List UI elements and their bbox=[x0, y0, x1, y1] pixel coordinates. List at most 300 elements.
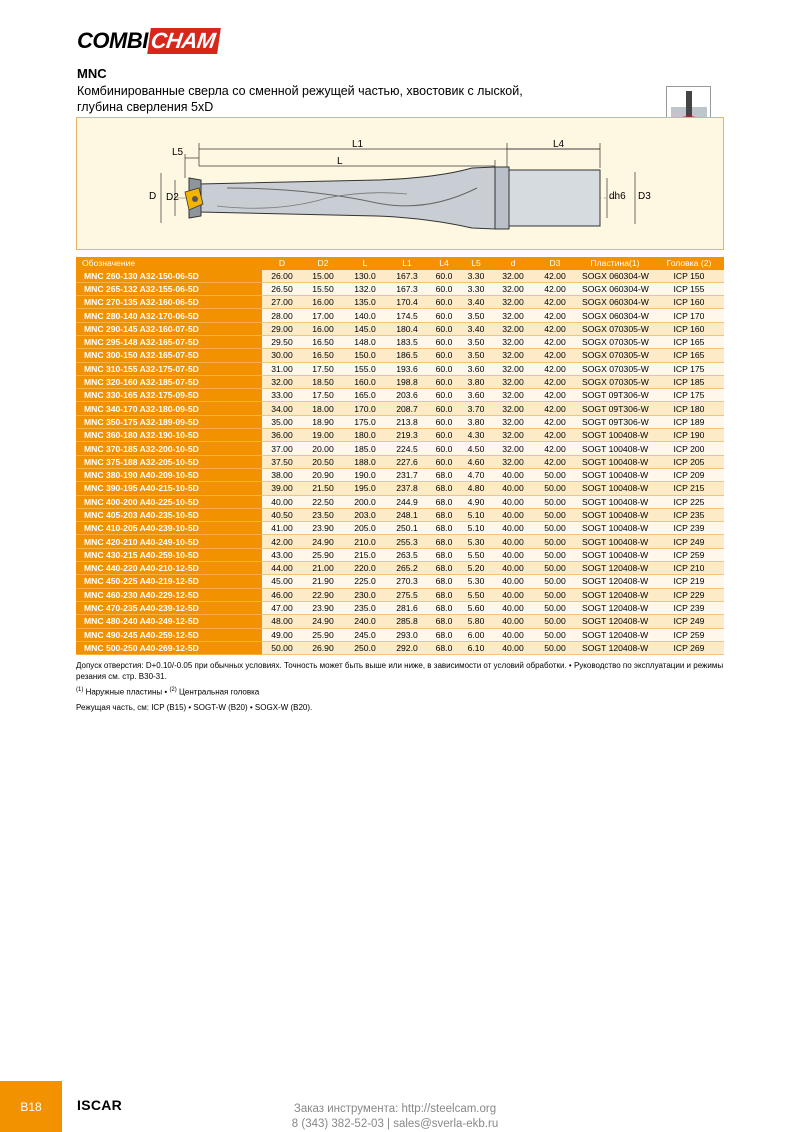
table-cell: 210.0 bbox=[344, 535, 386, 548]
table-cell: SOGT 120408-W bbox=[576, 628, 654, 641]
table-row bbox=[76, 615, 724, 628]
table-cell: 60.0 bbox=[428, 282, 460, 295]
designation-cell: MNC 350-175 A32-189-09-5D bbox=[76, 415, 262, 428]
table-cell: 132.0 bbox=[344, 282, 386, 295]
table-cell: 68.0 bbox=[428, 615, 460, 628]
table-cell: 24.90 bbox=[302, 535, 344, 548]
table-cell: 32.00 bbox=[492, 375, 534, 388]
table-cell: 5.50 bbox=[460, 548, 492, 561]
designation-cell: MNC 440-220 A40-210-12-5D bbox=[76, 562, 262, 575]
dim-d3: D3 bbox=[638, 191, 651, 202]
table-cell: 32.00 bbox=[492, 349, 534, 362]
table-row bbox=[76, 495, 724, 508]
table-cell: SOGT 120408-W bbox=[576, 588, 654, 601]
table-cell: ICP 170 bbox=[654, 309, 724, 322]
designation-cell: MNC 390-195 A40-215-10-5D bbox=[76, 482, 262, 495]
table-row bbox=[76, 455, 724, 468]
footnote-2-mark: (2) bbox=[169, 687, 177, 693]
table-cell: 42.00 bbox=[534, 349, 576, 362]
table-cell: 36.00 bbox=[262, 429, 302, 442]
table-cell: 40.00 bbox=[492, 615, 534, 628]
table-cell: 4.70 bbox=[460, 468, 492, 481]
table-cell: 42.00 bbox=[534, 389, 576, 402]
footnote-1-mark: (1) bbox=[76, 687, 84, 693]
designation-cell: MNC 330-165 A32-175-09-5D bbox=[76, 389, 262, 402]
table-cell: 165.0 bbox=[344, 389, 386, 402]
table-cell: 37.50 bbox=[262, 455, 302, 468]
table-cell: 42.00 bbox=[534, 455, 576, 468]
table-cell: 186.5 bbox=[386, 349, 428, 362]
table-cell: 220.0 bbox=[344, 562, 386, 575]
table-cell: ICP 229 bbox=[654, 588, 724, 601]
table-cell: 167.3 bbox=[386, 282, 428, 295]
table-cell: 130.0 bbox=[344, 269, 386, 282]
table-row bbox=[76, 562, 724, 575]
table-cell: 34.00 bbox=[262, 402, 302, 415]
table-cell: 60.0 bbox=[428, 349, 460, 362]
col-header: Головка (2) bbox=[654, 257, 724, 269]
table-cell: 155.0 bbox=[344, 362, 386, 375]
table-cell: SOGT 100408-W bbox=[576, 468, 654, 481]
table-cell: 22.50 bbox=[302, 495, 344, 508]
table-cell: 250.0 bbox=[344, 641, 386, 654]
table-cell: ICP 175 bbox=[654, 389, 724, 402]
table-cell: 148.0 bbox=[344, 335, 386, 348]
table-cell: SOGT 100408-W bbox=[576, 429, 654, 442]
table-cell: ICP 225 bbox=[654, 495, 724, 508]
table-cell: 68.0 bbox=[428, 641, 460, 654]
table-cell: SOGT 100408-W bbox=[576, 482, 654, 495]
table-cell: 3.30 bbox=[460, 282, 492, 295]
table-cell: 5.20 bbox=[460, 562, 492, 575]
table-cell: 60.0 bbox=[428, 269, 460, 282]
table-cell: SOGX 070305-W bbox=[576, 322, 654, 335]
table-cell: 18.00 bbox=[302, 402, 344, 415]
table-cell: 68.0 bbox=[428, 495, 460, 508]
spec-header-row bbox=[76, 257, 724, 269]
table-cell: 60.0 bbox=[428, 309, 460, 322]
table-cell: 50.00 bbox=[534, 535, 576, 548]
table-cell: 60.0 bbox=[428, 335, 460, 348]
table-cell: SOGT 120408-W bbox=[576, 615, 654, 628]
table-row bbox=[76, 296, 724, 309]
table-cell: ICP 165 bbox=[654, 335, 724, 348]
page-title: MNC bbox=[77, 66, 107, 81]
table-cell: 3.70 bbox=[460, 402, 492, 415]
table-cell: 5.60 bbox=[460, 601, 492, 614]
table-row bbox=[76, 468, 724, 481]
designation-cell: MNC 340-170 A32-180-09-5D bbox=[76, 402, 262, 415]
dim-d: D bbox=[149, 191, 157, 202]
table-cell: 180.4 bbox=[386, 322, 428, 335]
table-cell: SOGX 070305-W bbox=[576, 375, 654, 388]
table-cell: 48.00 bbox=[262, 615, 302, 628]
table-cell: 5.10 bbox=[460, 508, 492, 521]
table-cell: SOGT 100408-W bbox=[576, 522, 654, 535]
table-cell: 40.00 bbox=[492, 522, 534, 535]
table-cell: SOGX 060304-W bbox=[576, 296, 654, 309]
table-cell: 50.00 bbox=[534, 522, 576, 535]
table-cell: 15.00 bbox=[302, 269, 344, 282]
table-cell: 42.00 bbox=[534, 415, 576, 428]
spec-table bbox=[76, 257, 724, 655]
footnote-2-text: Центральная головка bbox=[176, 687, 260, 697]
table-cell: 135.0 bbox=[344, 296, 386, 309]
table-cell: 42.00 bbox=[534, 429, 576, 442]
designation-cell: MNC 490-245 A40-259-12-5D bbox=[76, 628, 262, 641]
table-cell: 42.00 bbox=[534, 362, 576, 375]
table-cell: 50.00 bbox=[534, 495, 576, 508]
table-cell: SOGT 120408-W bbox=[576, 575, 654, 588]
spec-body bbox=[76, 269, 724, 655]
table-cell: 240.0 bbox=[344, 615, 386, 628]
page-subtitle: Комбинированные сверла со сменной режущей частью, хвостовик с лыской, глубина сверления 5xD bbox=[77, 84, 523, 114]
table-cell: 32.00 bbox=[492, 442, 534, 455]
col-header: D bbox=[262, 257, 302, 269]
table-cell: 32.00 bbox=[492, 335, 534, 348]
table-cell: 38.00 bbox=[262, 468, 302, 481]
table-cell: ICP 180 bbox=[654, 402, 724, 415]
table-cell: 5.50 bbox=[460, 588, 492, 601]
table-row bbox=[76, 335, 724, 348]
table-cell: 3.80 bbox=[460, 415, 492, 428]
table-cell: 68.0 bbox=[428, 588, 460, 601]
table-cell: 248.1 bbox=[386, 508, 428, 521]
table-cell: 160.0 bbox=[344, 375, 386, 388]
table-cell: ICP 215 bbox=[654, 482, 724, 495]
table-cell: 68.0 bbox=[428, 548, 460, 561]
logo-part-1: COMBI bbox=[77, 28, 148, 53]
table-cell: 170.0 bbox=[344, 402, 386, 415]
col-header: d bbox=[492, 257, 534, 269]
table-cell: 32.00 bbox=[492, 415, 534, 428]
table-cell: 3.50 bbox=[460, 335, 492, 348]
table-row bbox=[76, 588, 724, 601]
table-cell: 17.50 bbox=[302, 389, 344, 402]
dim-l: L bbox=[337, 156, 343, 167]
table-cell: ICP 175 bbox=[654, 362, 724, 375]
table-cell: ICP 209 bbox=[654, 468, 724, 481]
table-cell: SOGT 120408-W bbox=[576, 641, 654, 654]
designation-cell: MNC 300-150 A32-165-07-5D bbox=[76, 349, 262, 362]
table-cell: 3.80 bbox=[460, 375, 492, 388]
table-cell: 203.6 bbox=[386, 389, 428, 402]
table-cell: ICP 165 bbox=[654, 349, 724, 362]
table-cell: ICP 185 bbox=[654, 375, 724, 388]
table-cell: 32.00 bbox=[492, 389, 534, 402]
col-header: L1 bbox=[386, 257, 428, 269]
table-cell: 42.00 bbox=[534, 375, 576, 388]
table-cell: 3.50 bbox=[460, 349, 492, 362]
table-cell: SOGT 100408-W bbox=[576, 508, 654, 521]
table-cell: 60.0 bbox=[428, 296, 460, 309]
designation-cell: MNC 320-160 A32-185-07-5D bbox=[76, 375, 262, 388]
table-cell: 40.00 bbox=[492, 508, 534, 521]
table-cell: 49.00 bbox=[262, 628, 302, 641]
table-cell: 50.00 bbox=[534, 588, 576, 601]
designation-cell: MNC 380-190 A40-209-10-5D bbox=[76, 468, 262, 481]
contact-line[interactable]: 8 (343) 382-52-03 | sales@sverla-ekb.ru bbox=[291, 1118, 499, 1130]
designation-cell: MNC 260-130 A32-150-06-5D bbox=[76, 269, 262, 282]
designation-cell: MNC 410-205 A40-239-10-5D bbox=[76, 522, 262, 535]
table-cell: 17.50 bbox=[302, 362, 344, 375]
table-cell: ICP 269 bbox=[654, 641, 724, 654]
table-row bbox=[76, 601, 724, 614]
table-cell: 219.3 bbox=[386, 429, 428, 442]
table-cell: 32.00 bbox=[492, 296, 534, 309]
table-cell: 237.8 bbox=[386, 482, 428, 495]
table-cell: 50.00 bbox=[534, 601, 576, 614]
table-row bbox=[76, 442, 724, 455]
designation-cell: MNC 295-148 A32-165-07-5D bbox=[76, 335, 262, 348]
table-cell: ICP 235 bbox=[654, 508, 724, 521]
table-cell: 18.90 bbox=[302, 415, 344, 428]
table-cell: 40.00 bbox=[492, 628, 534, 641]
table-cell: 224.5 bbox=[386, 442, 428, 455]
table-cell: 60.0 bbox=[428, 415, 460, 428]
table-cell: 183.5 bbox=[386, 335, 428, 348]
table-cell: 250.1 bbox=[386, 522, 428, 535]
table-cell: SOGX 070305-W bbox=[576, 362, 654, 375]
table-cell: SOGT 09T306-W bbox=[576, 415, 654, 428]
table-cell: 26.50 bbox=[262, 282, 302, 295]
table-cell: 215.0 bbox=[344, 548, 386, 561]
table-cell: 208.7 bbox=[386, 402, 428, 415]
table-cell: 25.90 bbox=[302, 548, 344, 561]
designation-cell: MNC 420-210 A40-249-10-5D bbox=[76, 535, 262, 548]
table-cell: SOGT 09T306-W bbox=[576, 389, 654, 402]
table-cell: 15.50 bbox=[302, 282, 344, 295]
table-cell: 174.5 bbox=[386, 309, 428, 322]
table-cell: 265.2 bbox=[386, 562, 428, 575]
footnotes bbox=[76, 687, 259, 697]
dim-d2: D2 bbox=[166, 192, 179, 203]
table-cell: 4.30 bbox=[460, 429, 492, 442]
table-cell: SOGX 070305-W bbox=[576, 349, 654, 362]
table-cell: 32.00 bbox=[492, 309, 534, 322]
table-cell: 21.90 bbox=[302, 575, 344, 588]
table-cell: 40.00 bbox=[492, 575, 534, 588]
table-cell: ICP 160 bbox=[654, 296, 724, 309]
table-cell: 4.90 bbox=[460, 495, 492, 508]
page-number: B18 bbox=[0, 1081, 62, 1132]
cutting-part-note: Режущая часть, см: ICP (B15) • SOGT-W (B20) • SOGX-W (B20). bbox=[76, 703, 313, 712]
table-cell: 188.0 bbox=[344, 455, 386, 468]
drill-drawing bbox=[76, 117, 724, 250]
order-link[interactable]: Заказ инструмента: http://steelcam.org bbox=[293, 1103, 497, 1115]
table-cell: 19.00 bbox=[302, 429, 344, 442]
dim-l1: L1 bbox=[352, 139, 364, 150]
table-cell: 27.00 bbox=[262, 296, 302, 309]
table-cell: ICP 219 bbox=[654, 575, 724, 588]
table-cell: 50.00 bbox=[534, 548, 576, 561]
table-cell: 3.50 bbox=[460, 309, 492, 322]
table-cell: 50.00 bbox=[262, 641, 302, 654]
table-cell: 68.0 bbox=[428, 482, 460, 495]
table-cell: ICP 200 bbox=[654, 442, 724, 455]
table-cell: 26.90 bbox=[302, 641, 344, 654]
table-cell: 41.00 bbox=[262, 522, 302, 535]
table-cell: SOGT 100408-W bbox=[576, 535, 654, 548]
table-cell: 18.50 bbox=[302, 375, 344, 388]
table-cell: 40.50 bbox=[262, 508, 302, 521]
table-cell: 245.0 bbox=[344, 628, 386, 641]
table-cell: 68.0 bbox=[428, 508, 460, 521]
table-cell: 25.90 bbox=[302, 628, 344, 641]
table-cell: SOGT 120408-W bbox=[576, 601, 654, 614]
designation-cell: MNC 360-180 A32-190-10-5D bbox=[76, 429, 262, 442]
table-cell: 60.0 bbox=[428, 362, 460, 375]
table-cell: 42.00 bbox=[534, 269, 576, 282]
table-cell: 6.10 bbox=[460, 641, 492, 654]
table-cell: 68.0 bbox=[428, 522, 460, 535]
table-cell: ICP 210 bbox=[654, 562, 724, 575]
table-row bbox=[76, 375, 724, 388]
table-cell: 5.10 bbox=[460, 522, 492, 535]
table-cell: 50.00 bbox=[534, 468, 576, 481]
table-cell: 195.0 bbox=[344, 482, 386, 495]
table-cell: 20.90 bbox=[302, 468, 344, 481]
designation-cell: MNC 310-155 A32-175-07-5D bbox=[76, 362, 262, 375]
table-cell: 16.00 bbox=[302, 296, 344, 309]
table-cell: 24.90 bbox=[302, 615, 344, 628]
table-cell: 230.0 bbox=[344, 588, 386, 601]
table-cell: 68.0 bbox=[428, 628, 460, 641]
table-row bbox=[76, 362, 724, 375]
table-cell: 255.3 bbox=[386, 535, 428, 548]
table-cell: 29.50 bbox=[262, 335, 302, 348]
table-cell: 5.30 bbox=[460, 535, 492, 548]
table-cell: 205.0 bbox=[344, 522, 386, 535]
table-cell: 44.00 bbox=[262, 562, 302, 575]
table-row bbox=[76, 641, 724, 654]
table-cell: 42.00 bbox=[534, 296, 576, 309]
table-cell: 32.00 bbox=[492, 362, 534, 375]
table-cell: 68.0 bbox=[428, 575, 460, 588]
table-row bbox=[76, 429, 724, 442]
table-cell: SOGT 09T306-W bbox=[576, 402, 654, 415]
table-row bbox=[76, 415, 724, 428]
table-row bbox=[76, 575, 724, 588]
designation-cell: MNC 450-225 A40-219-12-5D bbox=[76, 575, 262, 588]
table-cell: 6.00 bbox=[460, 628, 492, 641]
dim-l4: L4 bbox=[553, 139, 565, 150]
table-cell: 50.00 bbox=[534, 628, 576, 641]
table-cell: 175.0 bbox=[344, 415, 386, 428]
table-cell: 40.00 bbox=[492, 641, 534, 654]
table-cell: SOGT 100408-W bbox=[576, 495, 654, 508]
designation-cell: MNC 500-250 A40-269-12-5D bbox=[76, 641, 262, 654]
table-cell: 3.60 bbox=[460, 389, 492, 402]
table-cell: SOGX 060304-W bbox=[576, 282, 654, 295]
designation-cell: MNC 480-240 A40-249-12-5D bbox=[76, 615, 262, 628]
table-cell: ICP 155 bbox=[654, 282, 724, 295]
table-cell: 4.60 bbox=[460, 455, 492, 468]
col-header: L5 bbox=[460, 257, 492, 269]
table-cell: 170.4 bbox=[386, 296, 428, 309]
table-cell: 29.00 bbox=[262, 322, 302, 335]
table-cell: 60.0 bbox=[428, 322, 460, 335]
table-cell: 30.00 bbox=[262, 349, 302, 362]
table-row bbox=[76, 282, 724, 295]
table-cell: ICP 249 bbox=[654, 535, 724, 548]
table-cell: 285.8 bbox=[386, 615, 428, 628]
table-cell: 190.0 bbox=[344, 468, 386, 481]
table-cell: 40.00 bbox=[492, 588, 534, 601]
table-cell: 42.00 bbox=[534, 402, 576, 415]
table-cell: 293.0 bbox=[386, 628, 428, 641]
table-cell: ICP 239 bbox=[654, 601, 724, 614]
table-row bbox=[76, 535, 724, 548]
table-cell: 32.00 bbox=[492, 402, 534, 415]
table-cell: 150.0 bbox=[344, 349, 386, 362]
table-cell: 40.00 bbox=[492, 601, 534, 614]
table-cell: SOGX 070305-W bbox=[576, 335, 654, 348]
table-cell: 4.50 bbox=[460, 442, 492, 455]
table-cell: 20.00 bbox=[302, 442, 344, 455]
col-header: Обозначение bbox=[76, 257, 262, 269]
table-cell: 32.00 bbox=[492, 269, 534, 282]
table-cell: 231.7 bbox=[386, 468, 428, 481]
table-cell: ICP 205 bbox=[654, 455, 724, 468]
table-cell: ICP 239 bbox=[654, 522, 724, 535]
col-header: D3 bbox=[534, 257, 576, 269]
table-cell: 42.00 bbox=[534, 335, 576, 348]
table-cell: 60.0 bbox=[428, 455, 460, 468]
brand-name: ISCAR bbox=[77, 1097, 123, 1113]
table-cell: 16.00 bbox=[302, 322, 344, 335]
combicham-logo bbox=[77, 28, 219, 54]
table-cell: 275.5 bbox=[386, 588, 428, 601]
tolerance-note: Допуск отверстия: D+0.10/-0.05 при обычных условиях. Точность может быть выше или ниже, в зависимости от условий обработки. • Руководство по эксплуатации и режимы резания см. стр. B30-31. bbox=[76, 661, 724, 681]
table-cell: 23.90 bbox=[302, 601, 344, 614]
table-row bbox=[76, 548, 724, 561]
contact-block bbox=[260, 1102, 530, 1132]
col-header: D2 bbox=[302, 257, 344, 269]
table-cell: 42.00 bbox=[534, 322, 576, 335]
table-cell: 42.00 bbox=[534, 309, 576, 322]
table-cell: ICP 160 bbox=[654, 322, 724, 335]
table-cell: 40.00 bbox=[492, 482, 534, 495]
table-row bbox=[76, 628, 724, 641]
table-cell: 60.0 bbox=[428, 429, 460, 442]
table-cell: 21.00 bbox=[302, 562, 344, 575]
table-cell: 244.9 bbox=[386, 495, 428, 508]
table-cell: 50.00 bbox=[534, 508, 576, 521]
designation-cell: MNC 470-235 A40-239-12-5D bbox=[76, 601, 262, 614]
table-cell: 50.00 bbox=[534, 641, 576, 654]
table-cell: ICP 259 bbox=[654, 548, 724, 561]
table-cell: 31.00 bbox=[262, 362, 302, 375]
table-cell: 213.8 bbox=[386, 415, 428, 428]
designation-cell: MNC 270-135 A32-160-06-5D bbox=[76, 296, 262, 309]
table-row bbox=[76, 349, 724, 362]
table-cell: 225.0 bbox=[344, 575, 386, 588]
table-cell: SOGT 100408-W bbox=[576, 455, 654, 468]
table-cell: 42.00 bbox=[534, 282, 576, 295]
table-cell: 20.50 bbox=[302, 455, 344, 468]
table-cell: 42.00 bbox=[534, 442, 576, 455]
table-cell: 32.00 bbox=[492, 322, 534, 335]
table-cell: 50.00 bbox=[534, 575, 576, 588]
table-cell: 60.0 bbox=[428, 375, 460, 388]
table-cell: 39.00 bbox=[262, 482, 302, 495]
table-row bbox=[76, 482, 724, 495]
table-cell: 17.00 bbox=[302, 309, 344, 322]
table-cell: 50.00 bbox=[534, 482, 576, 495]
table-cell: 167.3 bbox=[386, 269, 428, 282]
table-cell: 45.00 bbox=[262, 575, 302, 588]
